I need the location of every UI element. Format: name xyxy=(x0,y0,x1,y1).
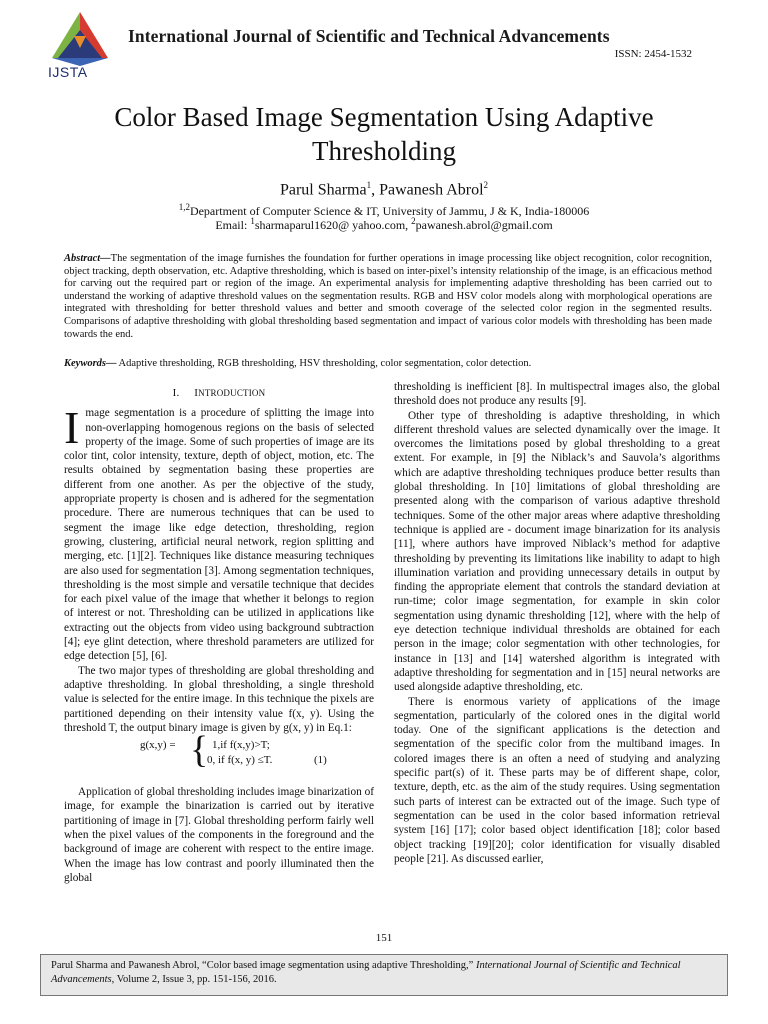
author-name: Pawanesh Abrol xyxy=(379,181,484,199)
citation-journal: International Journal of Scientific and Technical Advancements xyxy=(51,960,681,985)
keywords xyxy=(64,358,712,369)
issn: ISSN: 2454-1532 xyxy=(614,48,692,60)
section-heading xyxy=(64,386,374,400)
equation-lhs: g(x,y) = xyxy=(140,739,176,752)
section-number: I. xyxy=(172,387,180,399)
paragraph: Other type of thresholding is adaptive thresholding, in which different threshold values are selected dynamically over the image. It overcomes the limitations posed by global thresholding to a great extent. For example, in [9] the Niblack’s and Sauvola’s algorithms which are adaptive thresholding techniques produce better results than global thresholding. In [10] limitations of global thresholding are presented along with the comparison of various adaptive threshold techniques. Some of the other major areas where adaptive thresholding technique is applied are - document image binarization for its analysis [11], where authors have improved Niblack’s method for adaptive thresholding by preventing its limitations like inability to adapt to high illumination variation and providing unnecessary details in output by finding the appropriate element that controls the standard deviation at run-time; color image segmentation, for example in skin color segmentation using dynamic thresholding [12], where with the help of eye detection technique individual thresholds are obtained for each person in the image; color segmentation with other technologies, for instance in [13] and [14] watershed algorithm is integrated with adaptive thresholding for segmentation and in [15] neural networks are used alongside adaptive thresholding, etc. xyxy=(394,409,720,694)
paragraph-text: mage segmentation is a procedure of splitting the image into non-overlapping homogenous regions on the basis of selected property of the image. Some of such properties of image are its color tint, color intensity, texture, depth of object, motion, etc. The results obtained by segmentation basing these properties are different from one another. As per the objective of the study, appropriate property is chosen and is adhered for the segmentation procedure. There are numerous techniques that can be used to segment the image like edge detection, thresholding, region growing, clustering, artificial neural network, region splitting and merging, etc. [1][2]. Techniques like distance measuring techniques are also used for segmentation [3]. Among segmentation techniques, thresholding is the most simple and versatile technique that decides for each pixel value of the image that whether it belongs to region of interest or not. Thresholding can be utilized in applications like extracting out the objects from video using background subtraction [4]; eye glint detection, where threshold parameters are utilized for edge detection [5], [6]. xyxy=(64,407,374,663)
right-column xyxy=(394,380,720,866)
section-title-rest: NTRODUCTION xyxy=(198,388,266,398)
citation-footer xyxy=(40,954,728,996)
equation-number: (1) xyxy=(314,754,327,767)
equation-case: 0, if f(x, y) ≤T. xyxy=(207,754,273,767)
abstract xyxy=(64,253,712,341)
author-sup: 2 xyxy=(483,180,489,190)
paragraph: There is enormous variety of applications of the image segmentation, particularly of the colored ones in the digital world today. One of the significant applications is the detection and segmentation of the specific color from the multiband images. In colored images there is an often a need of studying and analyzing specific part(s) of it. These parts may be of different shape, color, texture, depth, etc. as the aim of the study requires. Using segmentation such parts of interest can be extracted out of the image. Such type of segmentation can be used in the color based information retrieval system [16] [17]; color based object identification [18]; color based object tracking [19][20]; color identification for visually disabled people [21]. As discussed earlier, xyxy=(394,695,720,865)
journal-title: International Journal of Scientific and Technical Advancements xyxy=(128,26,610,46)
affiliation-sup: 1,2 xyxy=(178,202,190,212)
email-sup: 1 xyxy=(250,216,255,226)
equation-case: 1,if f(x,y)>T; xyxy=(212,739,270,752)
affiliation-text: Department of Computer Science & IT, University of Jammu, J & K, India-180006 xyxy=(189,204,590,218)
paragraph: thresholding is inefficient [8]. In multispectral images also, the global threshold does not produce any results [9]. xyxy=(394,381,720,408)
authors xyxy=(0,180,768,199)
left-column xyxy=(64,380,374,885)
keywords-text: Adaptive thresholding, RGB thresholding, HSV thresholding, color segmentation, color detection. xyxy=(116,358,532,369)
paragraph xyxy=(64,402,374,663)
paragraph: The two major types of thresholding are global thresholding and adaptive thresholding. In global thresholding, a single threshold value is selected for the entire image. In this technique the pixels are partitioned depending on their intensity value f(x, y). Using the threshold T, the output binary image is given by g(x, y) in Eq.1: xyxy=(64,664,374,734)
email-line xyxy=(0,216,768,233)
email-address: sharmaparul1620@ yahoo.com, xyxy=(254,218,412,232)
citation-tail: , Volume 2, Issue 3, pp. 151-156, 2016. xyxy=(111,974,277,985)
author-name: Parul Sharma xyxy=(279,181,367,199)
keywords-label: Keywords— xyxy=(64,358,117,369)
abstract-text: The segmentation of the image furnishes the foundation for further operations in image processing like object recognition, color recognition, object tracking, depth observation, etc. Adaptive thresholding, which is based on inter-pixel’s intensity relationship of the image, is an efficacious method for carving out the required part or region of the image. An experimental analysis for implementing adaptive thresholding has been carried out to understand the working of adaptive threshold values on the segmentation results. RGB and HSV color models along with morphological operations are integrated with thresholding for better threshold values and better and smooth coverage of the selected color region in the segmented results. Comparisons of adaptive thresholding with global thresholding based segmentation and impact of various color models with thresholding has been made towards the end. xyxy=(64,253,712,340)
drop-cap: I xyxy=(64,402,80,454)
email-prefix: Email: xyxy=(215,218,251,232)
page-number: 151 xyxy=(375,932,393,944)
brace-icon: { xyxy=(190,729,209,772)
author-sup: 1 xyxy=(366,180,372,190)
equation xyxy=(64,729,374,775)
paper-title: Color Based Image Segmentation Using Adaptive Thresholding xyxy=(114,102,654,166)
email-address: pawanesh.abrol@gmail.com xyxy=(415,218,553,232)
section-title-initial: I xyxy=(194,387,199,399)
citation-text: Parul Sharma and Pawanesh Abrol, “Color based image segmentation using adaptive Thresholding,” xyxy=(51,960,476,971)
author-separator: , xyxy=(371,181,380,199)
paragraph: Application of global thresholding includes image binarization of image, for example the binarization is carried out by iterative partitioning of image in [7]. Global thresholding perform fairly well when the pixel values of the components in the foreground and the background of image are coherent with respect to the entire image. When the image has low contrast and poorly illuminated then the global xyxy=(64,786,374,884)
email-sup: 2 xyxy=(411,216,416,226)
abstract-label: Abstract— xyxy=(64,253,111,264)
logo-text: IJSTA xyxy=(48,64,88,80)
